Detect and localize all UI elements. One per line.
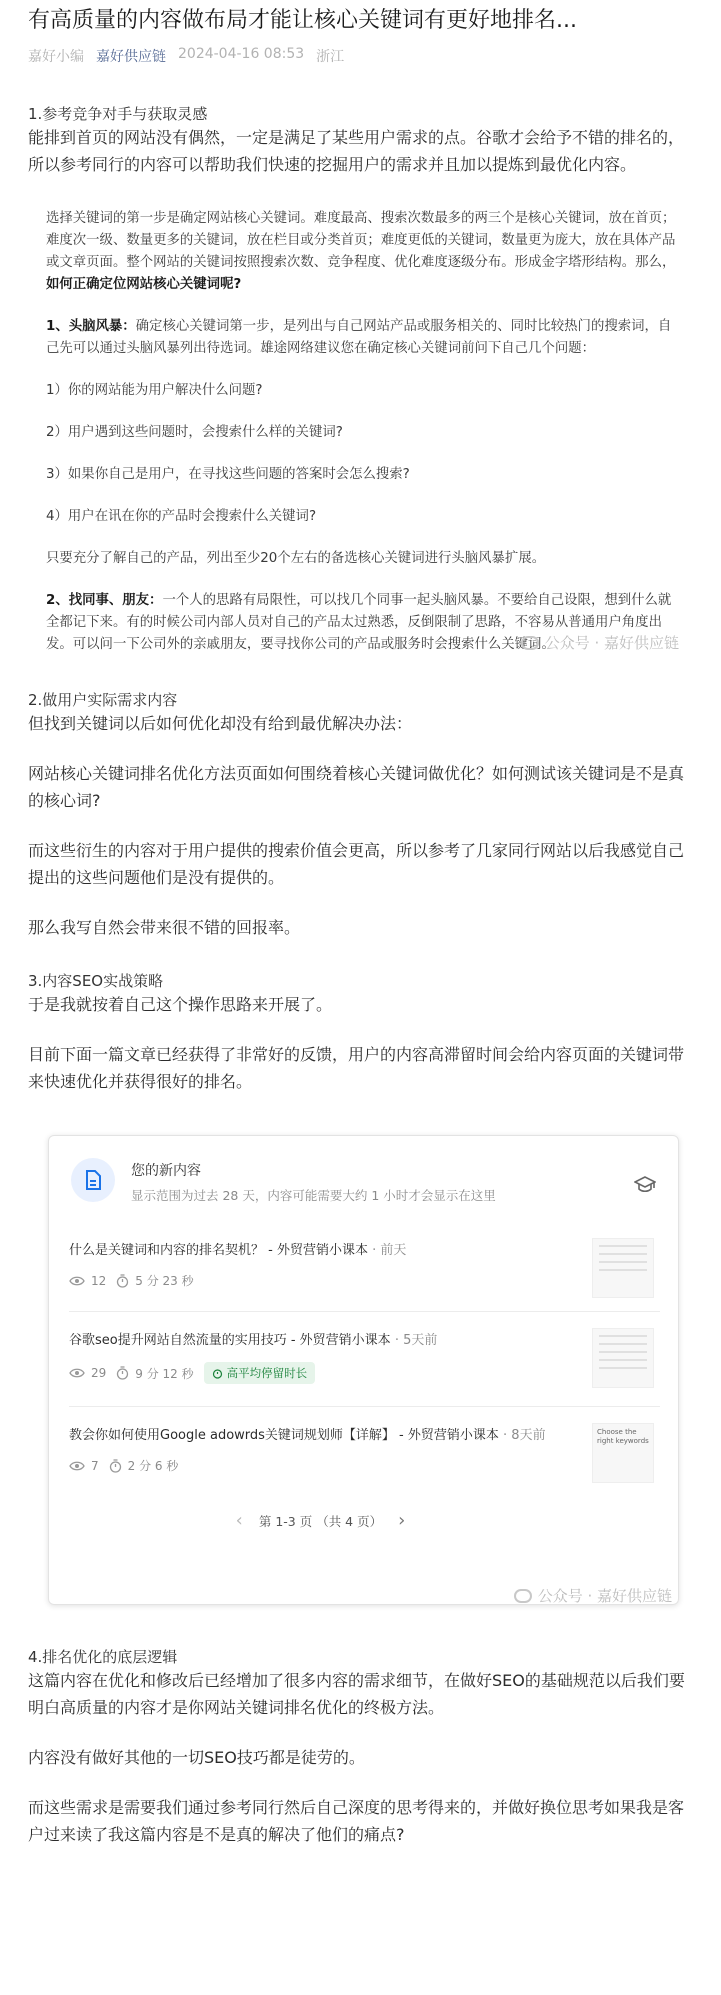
views-stat xyxy=(69,1366,106,1380)
item-age: 前天 xyxy=(380,1243,407,1258)
item-title[interactable]: 什么是关键词和内容的排名契机？ - 外贸营销小课本 xyxy=(69,1243,368,1258)
high-dwell-badge xyxy=(204,1362,316,1384)
quote-paragraph xyxy=(46,316,683,360)
watermark-text: 公众号 · 嘉好供应链 xyxy=(544,634,679,652)
time-value: 5 分 23 秒 xyxy=(135,1274,194,1288)
views-stat xyxy=(69,1274,106,1288)
item-stats xyxy=(69,1362,660,1384)
item-title-row xyxy=(69,1427,589,1445)
content-list xyxy=(71,1222,660,1496)
content-thumbnail xyxy=(592,1423,654,1483)
prev-page-button[interactable]: ‹ xyxy=(235,1510,243,1531)
quote-question: 1）你的网站能为用户解决什么问题? xyxy=(46,383,263,398)
timer-icon xyxy=(116,1274,129,1288)
separator: · xyxy=(372,1243,381,1258)
paragraph: 而这些衍生的内容对于用户提供的搜索价值会更高，所以参考了几家同行网站以后我感觉自己提出的这些问题他们是没有提供的。 xyxy=(28,841,685,887)
next-page-button[interactable]: › xyxy=(398,1510,406,1531)
item-age: 5天前 xyxy=(403,1333,438,1348)
quote-question: 2）用户遇到这些问题时，会搜索什么样的关键词? xyxy=(46,425,343,440)
thumbnail-text: Choose the right keywords xyxy=(597,1428,649,1445)
card-subtitle: 显示范围为过去 28 天，内容可能需要大约 1 小时才会显示在这里 xyxy=(131,1188,496,1203)
quote-text: 确定核心关键词第一步，是列出与自己网站产品或服务相关的、同时比较热门的搜索词，自己先可以通过头脑风暴列出待选词。雄途网络建议您在确定核心关键词前问下自己几个问题： xyxy=(46,319,672,356)
pagination xyxy=(0,1510,660,1531)
item-title[interactable]: 谷歌seo提升网站自然流量的实用技巧 - 外贸营销小课本 xyxy=(69,1333,391,1348)
badge-text: 高平均停留时长 xyxy=(226,1366,308,1380)
section-heading-3: 3.内容SEO实战策略 xyxy=(28,972,164,990)
card-title: 您的新内容 xyxy=(131,1163,201,1179)
article-meta xyxy=(28,46,693,66)
content-thumbnail xyxy=(592,1238,654,1298)
wechat-icon xyxy=(521,636,539,650)
views-stat xyxy=(69,1459,99,1473)
quote-question: 4）用户在讯在你的产品时会搜索什么关键词? xyxy=(46,509,317,524)
publish-location: 浙江 xyxy=(316,49,345,65)
time-stat xyxy=(116,1272,193,1289)
item-stats xyxy=(69,1457,660,1474)
section-heading-4: 4.排名优化的底层逻辑 xyxy=(28,1648,178,1666)
quote-bold: 1、头脑风暴： xyxy=(46,319,136,334)
item-title-row xyxy=(69,1332,589,1350)
document-icon xyxy=(71,1158,115,1202)
content-item[interactable] xyxy=(69,1222,660,1312)
quoted-block xyxy=(46,208,683,656)
alarm-icon xyxy=(212,1368,223,1379)
wechat-icon xyxy=(514,1589,532,1603)
timer-icon xyxy=(116,1366,129,1380)
graduation-cap-icon[interactable] xyxy=(634,1176,656,1198)
paragraph: 网站核心关键词排名优化方法页面如何围绕着核心关键词做优化？如何测试该关键词是不是真的核心词? xyxy=(28,764,685,810)
item-stats xyxy=(69,1272,660,1289)
quote-bold: 2、找同事、朋友： xyxy=(46,593,163,608)
quote-question: 3）如果你自己是用户，在寻找这些问题的答案时会怎么搜索? xyxy=(46,467,410,482)
paragraph: 但找到关键词以后如何优化却没有给到最优解决办法： xyxy=(28,714,413,733)
item-age: 8天前 xyxy=(511,1428,546,1443)
paragraph: 那么我写自然会带来很不错的回报率。 xyxy=(28,918,301,937)
content-thumbnail xyxy=(592,1328,654,1388)
quote-bold: 如何正确定位网站核心关键词呢? xyxy=(46,277,242,292)
separator: · xyxy=(503,1428,512,1443)
paragraph: 能排到首页的网站没有偶然，一定是满足了某些用户需求的点。谷歌才会给予不错的排名的，所以参考同行的内容可以帮助我们快速的挖掘用户的需求并且加以提炼到最优化内容。 xyxy=(28,128,685,174)
page-indicator: 第 1-3 页 （共 4 页） xyxy=(258,1513,383,1529)
watermark xyxy=(514,1585,672,1606)
article-title: 有高质量的内容做布局才能让核心关键词有更好地排名... xyxy=(28,8,577,33)
paragraph: 目前下面一篇文章已经获得了非常好的反馈，用户的内容高滞留时间会给内容页面的关键词带来快速优化并获得很好的排名。 xyxy=(28,1045,685,1091)
eye-icon xyxy=(69,1368,85,1378)
paragraph: 于是我就按着自己这个操作思路来开展了。 xyxy=(28,995,333,1014)
views-count: 12 xyxy=(91,1273,107,1288)
time-stat xyxy=(116,1365,193,1382)
item-title[interactable]: 教会你如何使用Google adowrds关键词规划师【详解】 - 外贸营销小课本 xyxy=(69,1428,499,1443)
card-header xyxy=(71,1158,660,1204)
paragraph: 内容没有做好其他的一切SEO技巧都是徒劳的。 xyxy=(28,1748,365,1767)
quote-paragraph xyxy=(46,208,683,296)
content-item[interactable] xyxy=(69,1407,660,1496)
author-name: 嘉好小编 xyxy=(28,49,84,65)
quote-paragraph: 只要充分了解自己的产品，列出至少20个左右的备选核心关键词进行头脑风暴扩展。 xyxy=(46,551,546,566)
paragraph: 而这些需求是需要我们通过参考同行然后自己深度的思考得来的，并做好换位思考如果我是客户过来读了我这篇内容是不是真的解决了他们的痛点? xyxy=(28,1798,685,1844)
watermark xyxy=(521,632,679,654)
content-item[interactable] xyxy=(69,1312,660,1407)
quote-text: 选择关键词的第一步是确定网站核心关键词。难度最高、搜索次数最多的两三个是核心关键词，放在首页；难度次一级、数量更多的关键词，放在栏目或分类首页；难度更低的关键词，数量更为庞大，放在具体产品或文章页面。整个网站的关键词按照搜索次数、竞争程度、优化难度逐级分布。形成金字塔形结构。那么， xyxy=(46,211,676,270)
separator: · xyxy=(394,1333,404,1348)
timer-icon xyxy=(109,1459,122,1473)
watermark-text: 公众号 · 嘉好供应链 xyxy=(537,1587,672,1605)
time-stat xyxy=(109,1457,179,1474)
publish-date: 2024-04-16 08:53 xyxy=(178,46,305,62)
eye-icon xyxy=(69,1461,85,1471)
account-link[interactable]: 嘉好供应链 xyxy=(96,49,166,65)
section-heading-1: 1.参考竞争对手与获取灵感 xyxy=(28,105,208,123)
quote-text: 一个人的思路有局限性，可以找几个同事一起头脑风暴。不要给自己设限，想到什么就全都记下来。有的时候公司内部人员对自己的产品太过熟悉，反倒限制了思路，不容易从普通用户角度出发。可以问一下公司外的亲戚朋友，要寻找你公司的产品或服务时会搜索什么关键词。 xyxy=(46,593,672,652)
views-count: 7 xyxy=(91,1458,99,1473)
time-value: 9 分 12 秒 xyxy=(135,1366,194,1381)
item-title-row xyxy=(69,1242,589,1260)
new-content-card xyxy=(48,1135,679,1605)
paragraph: 这篇内容在优化和修改后已经增加了很多内容的需求细节，在做好SEO的基础规范以后我们要明白高质量的内容才是你网站关键词排名优化的终极方法。 xyxy=(28,1671,685,1717)
section-heading-2: 2.做用户实际需求内容 xyxy=(28,691,178,709)
eye-icon xyxy=(69,1276,85,1286)
views-count: 29 xyxy=(91,1366,107,1380)
time-value: 2 分 6 秒 xyxy=(127,1459,179,1473)
